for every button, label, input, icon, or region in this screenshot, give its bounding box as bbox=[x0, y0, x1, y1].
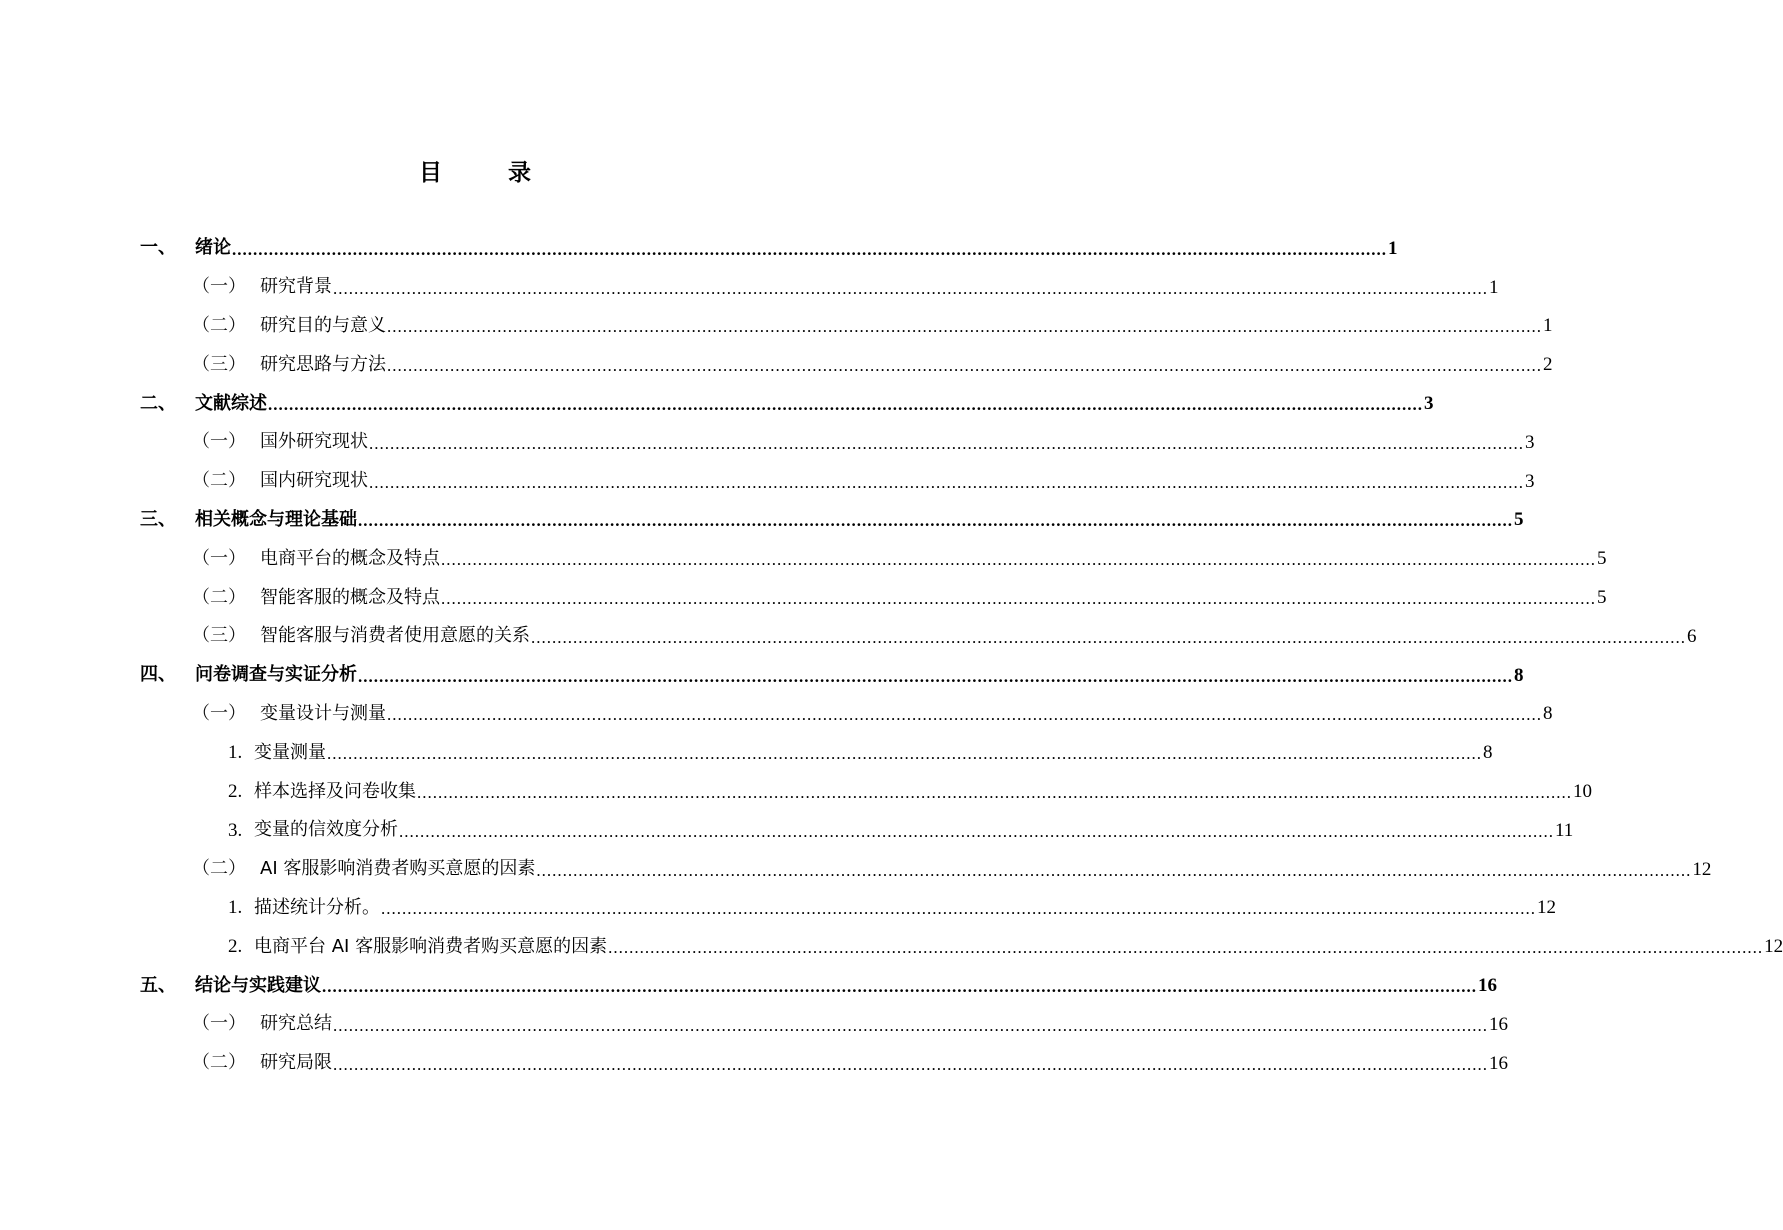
toc-entry-title: 变量的信效度分析 bbox=[254, 819, 398, 841]
toc-entry[interactable] bbox=[0, 345, 1553, 384]
toc-entry-title: 绪论 bbox=[195, 237, 231, 259]
toc-entry-number: 2. bbox=[228, 936, 243, 958]
toc-leader-dots: ............................................................................................................................................................................................................................ bbox=[369, 433, 1524, 453]
toc-entry-number: 四、 bbox=[140, 664, 176, 686]
toc-leader-dots: ............................................................................................................................................................................................................................ bbox=[608, 938, 1764, 958]
toc-entry[interactable] bbox=[0, 927, 1783, 966]
toc-entry-title: 电商平台 AI 客服影响消费者购买意愿的因素 bbox=[254, 935, 608, 957]
toc-entry-page-number: 8 bbox=[1543, 703, 1553, 725]
toc-entry-page-number: 3 bbox=[1424, 393, 1434, 415]
page-title bbox=[0, 154, 950, 187]
toc-entry-page-number: 1 bbox=[1489, 276, 1499, 298]
toc-entry-number: （一） bbox=[192, 1013, 246, 1035]
toc-entry-page-number: 5 bbox=[1597, 548, 1607, 570]
toc-entry-title: 研究目的与意义 bbox=[260, 314, 386, 336]
toc-entry-page-number: 16 bbox=[1489, 1013, 1508, 1035]
toc-entry-number: 3. bbox=[228, 819, 243, 841]
toc-entry[interactable] bbox=[0, 229, 1398, 268]
toc-entry[interactable] bbox=[0, 772, 1592, 811]
toc-entry-page-number: 10 bbox=[1573, 781, 1592, 803]
toc-entry-number: （二） bbox=[192, 314, 246, 336]
toc-entry-number: （一） bbox=[192, 547, 246, 569]
toc-leader-dots: ............................................................................................................................................................................................................................ bbox=[417, 782, 1572, 802]
toc-entry-page-number: 1 bbox=[1543, 315, 1553, 337]
toc-leader-dots: ............................................................................................................................................................................................................................ bbox=[333, 1015, 1488, 1035]
toc-leader-dots: ............................................................................................................................................................................................................................ bbox=[387, 705, 1542, 725]
toc-leader-dots: ............................................................................................................................................................................................................................ bbox=[531, 627, 1686, 647]
toc-leader-dots: ............................................................................................................................................................................................................................ bbox=[387, 317, 1542, 337]
toc-entry-number: （二） bbox=[192, 470, 246, 492]
toc-entry-page-number: 11 bbox=[1555, 819, 1574, 841]
toc-entry-number: 三、 bbox=[140, 508, 176, 530]
toc-entry-title: AI 客服影响消费者购买意愿的因素 bbox=[260, 858, 536, 880]
toc-entry-title: 描述统计分析。 bbox=[254, 896, 380, 918]
toc-leader-dots: ............................................................................................................................................................................................................................ bbox=[268, 394, 1423, 414]
toc-entry[interactable] bbox=[0, 501, 1524, 540]
toc-entry-number: 2. bbox=[228, 781, 243, 803]
toc-entry-title: 研究思路与方法 bbox=[260, 353, 386, 375]
toc-entry-number: （三） bbox=[192, 625, 246, 647]
toc-entry-page-number: 8 bbox=[1483, 742, 1493, 764]
toc-entry-title: 电商平台的概念及特点 bbox=[260, 547, 440, 569]
toc-entry-number: （二） bbox=[192, 586, 246, 608]
toc-entry-number: 1. bbox=[228, 742, 243, 764]
toc-entry-number: （一） bbox=[192, 702, 246, 724]
toc-entry[interactable] bbox=[0, 539, 1607, 578]
toc-entry-title: 文献综述 bbox=[195, 392, 267, 414]
toc-entry-title: 变量设计与测量 bbox=[260, 702, 386, 724]
toc-entry-number: （二） bbox=[192, 1052, 246, 1074]
toc-entry-number: 二、 bbox=[140, 392, 176, 414]
toc-entry-page-number: 5 bbox=[1514, 509, 1524, 531]
toc-entry-title: 结论与实践建议 bbox=[195, 974, 321, 996]
toc-entry-title: 相关概念与理论基础 bbox=[195, 508, 357, 530]
toc-entry-number: （三） bbox=[192, 353, 246, 375]
toc-entry[interactable] bbox=[0, 268, 1499, 307]
toc-entry-page-number: 5 bbox=[1597, 587, 1607, 609]
table-of-contents bbox=[0, 229, 1783, 1083]
toc-entry[interactable] bbox=[0, 889, 1556, 928]
toc-entry-page-number: 3 bbox=[1525, 431, 1535, 453]
toc-entry[interactable] bbox=[0, 1005, 1508, 1044]
toc-entry-number: 五、 bbox=[140, 974, 176, 996]
toc-entry-title: 智能客服与消费者使用意愿的关系 bbox=[260, 625, 530, 647]
toc-entry-page-number: 16 bbox=[1478, 975, 1497, 997]
toc-leader-dots: ............................................................................................................................................................................................................................ bbox=[441, 550, 1596, 570]
toc-entry[interactable] bbox=[0, 617, 1697, 656]
toc-entry[interactable] bbox=[0, 307, 1553, 346]
toc-leader-dots: ............................................................................................................................................................................................................................ bbox=[327, 744, 1482, 764]
toc-entry-title: 变量测量 bbox=[254, 741, 326, 763]
toc-entry-number: （一） bbox=[192, 431, 246, 453]
toc-leader-dots: ............................................................................................................................................................................................................................ bbox=[399, 821, 1554, 841]
toc-entry[interactable] bbox=[0, 423, 1535, 462]
toc-entry[interactable] bbox=[0, 462, 1535, 501]
toc-entry-number: （二） bbox=[192, 858, 246, 880]
toc-entry-page-number: 1 bbox=[1388, 237, 1398, 259]
toc-entry-page-number: 12 bbox=[1764, 936, 1783, 958]
toc-entry-title: 研究总结 bbox=[260, 1013, 332, 1035]
toc-entry-page-number: 12 bbox=[1692, 858, 1712, 880]
title-char-1: 目 bbox=[419, 160, 442, 186]
toc-entry-page-number: 6 bbox=[1687, 625, 1697, 647]
toc-entry-title: 问卷调查与实证分析 bbox=[195, 664, 357, 686]
toc-leader-dots: ............................................................................................................................................................................................................................ bbox=[232, 239, 1387, 259]
toc-entry[interactable] bbox=[0, 850, 1712, 889]
toc-entry-number: 一、 bbox=[140, 237, 176, 259]
toc-leader-dots: ............................................................................................................................................................................................................................ bbox=[381, 899, 1536, 919]
toc-leader-dots: ............................................................................................................................................................................................................................ bbox=[441, 588, 1596, 608]
toc-leader-dots: ............................................................................................................................................................................................................................ bbox=[536, 860, 1692, 880]
toc-leader-dots: ............................................................................................................................................................................................................................ bbox=[333, 278, 1488, 298]
toc-entry[interactable] bbox=[0, 733, 1493, 772]
toc-leader-dots: ............................................................................................................................................................................................................................ bbox=[358, 666, 1513, 686]
toc-entry-title: 研究局限 bbox=[260, 1052, 332, 1074]
toc-entry[interactable] bbox=[0, 656, 1524, 695]
toc-entry[interactable] bbox=[0, 578, 1607, 617]
toc-entry[interactable] bbox=[0, 384, 1434, 423]
toc-entry-title: 国内研究现状 bbox=[260, 470, 368, 492]
toc-entry-page-number: 12 bbox=[1537, 897, 1556, 919]
toc-entry[interactable] bbox=[0, 966, 1497, 1005]
toc-entry[interactable] bbox=[0, 811, 1574, 850]
toc-entry-title: 样本选择及问卷收集 bbox=[254, 780, 416, 802]
toc-entry-number: （一） bbox=[192, 276, 246, 298]
toc-leader-dots: ............................................................................................................................................................................................................................ bbox=[369, 472, 1524, 492]
toc-entry-title: 研究背景 bbox=[260, 276, 332, 298]
toc-leader-dots: ............................................................................................................................................................................................................................ bbox=[333, 1054, 1488, 1074]
toc-leader-dots: ............................................................................................................................................................................................................................ bbox=[387, 356, 1542, 376]
toc-entry-number: 1. bbox=[228, 897, 243, 919]
toc-leader-dots: ............................................................................................................................................................................................................................ bbox=[322, 976, 1477, 996]
toc-entry[interactable] bbox=[0, 1044, 1508, 1083]
toc-entry-title: 智能客服的概念及特点 bbox=[260, 586, 440, 608]
toc-entry-title: 国外研究现状 bbox=[260, 431, 368, 453]
title-char-2: 录 bbox=[508, 160, 531, 186]
toc-leader-dots: ............................................................................................................................................................................................................................ bbox=[358, 511, 1513, 531]
toc-entry-page-number: 2 bbox=[1543, 354, 1553, 376]
toc-entry-page-number: 3 bbox=[1525, 470, 1535, 492]
toc-entry-page-number: 8 bbox=[1514, 664, 1524, 686]
toc-entry[interactable] bbox=[0, 695, 1553, 734]
toc-entry-page-number: 16 bbox=[1489, 1052, 1508, 1074]
